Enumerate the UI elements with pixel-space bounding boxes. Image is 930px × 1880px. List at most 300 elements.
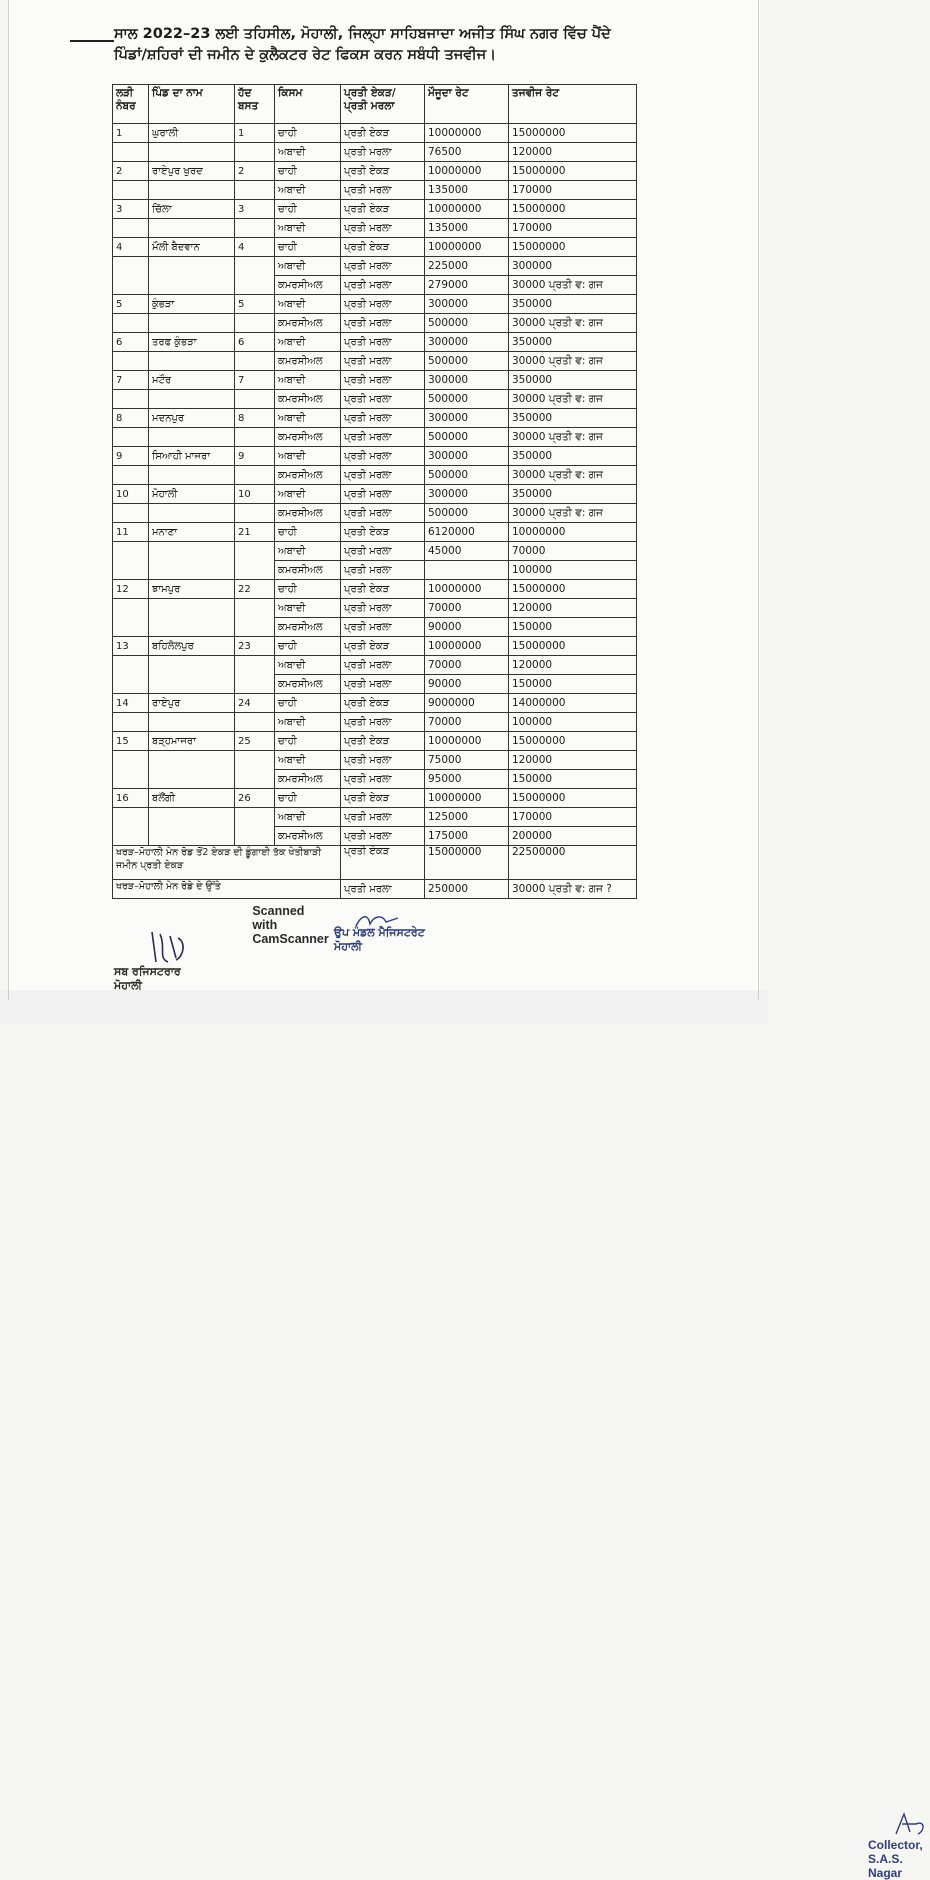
cell-type: ਚਾਹੀ — [275, 694, 341, 713]
cell-current-rate: 10000000 — [425, 789, 509, 808]
cell-unit: ਪ੍ਰਤੀ ਮਰਲਾ — [341, 751, 425, 770]
cell-unit: ਪ੍ਰਤੀ ਮਰਲਾ — [341, 276, 425, 295]
cell-hadbast: 2 — [235, 162, 275, 181]
cell-serial — [113, 656, 149, 675]
cell-serial: 12 — [113, 580, 149, 599]
cell-proposed-rate: 350000 — [509, 295, 637, 314]
cell-serial — [113, 428, 149, 447]
cell-current-rate: 6120000 — [425, 523, 509, 542]
cell-hadbast — [235, 276, 275, 295]
cell-hadbast: 24 — [235, 694, 275, 713]
sdm-place: ਮੋਹਾਲੀ — [334, 940, 362, 953]
table-row — [113, 143, 637, 162]
cell-current-rate: 500000 — [425, 314, 509, 333]
cell-village — [149, 751, 235, 770]
table-row — [113, 333, 637, 352]
cell-hadbast — [235, 428, 275, 447]
cell-village: ਘੁਰਾਲੀ — [149, 124, 235, 143]
cell-hadbast: 23 — [235, 637, 275, 656]
cell-type: ਕਮਰਸੀਅਲ — [275, 352, 341, 371]
cell-serial — [113, 713, 149, 732]
cell-unit: ਪ੍ਰਤੀ ਮਰਲਾ — [341, 808, 425, 827]
footer-row-current: 15000000 — [425, 846, 509, 880]
table-footer — [113, 846, 637, 899]
cell-serial — [113, 276, 149, 295]
cell-type: ਚਾਹੀ — [275, 637, 341, 656]
cell-current-rate: 500000 — [425, 466, 509, 485]
cell-village — [149, 219, 235, 238]
cell-current-rate: 300000 — [425, 409, 509, 428]
table-row — [113, 371, 637, 390]
cell-unit: ਪ੍ਰਤੀ ਏਕੜ — [341, 523, 425, 542]
cell-unit: ਪ੍ਰਤੀ ਮਰਲਾ — [341, 143, 425, 162]
cell-proposed-rate: 14000000 — [509, 694, 637, 713]
table-row — [113, 124, 637, 143]
cell-village — [149, 276, 235, 295]
cell-serial — [113, 751, 149, 770]
collector-place: S.A.S. Nagar — [868, 1852, 903, 1880]
cell-village: ਚਿੱਲਾ — [149, 200, 235, 219]
cell-unit: ਪ੍ਰਤੀ ਮਰਲਾ — [341, 295, 425, 314]
cell-village: ਰਾਏਪੁਰ — [149, 694, 235, 713]
title-line-2: ਪਿੰਡਾਂ/ਸ਼ਹਿਰਾਂ ਦੀ ਜਮੀਨ ਦੇ ਕੁਲੈਕਟਰ ਰੇਟ ਫਿਕਸ ਕਰਨ ਸਬੰਧੀ ਤਜਵੀਜ। — [114, 47, 497, 63]
cell-type: ਅਬਾਦੀ — [275, 656, 341, 675]
sub-registrar-title: ਸਬ ਰਜਿਸਟਰਾਰ — [114, 965, 181, 978]
cell-current-rate: 10000000 — [425, 124, 509, 143]
cell-village: ਰਾਏਪੁਰ ਖੁਰਦ — [149, 162, 235, 181]
cell-serial: 15 — [113, 732, 149, 751]
collector-signature-scribble — [890, 1810, 930, 1840]
cell-unit: ਪ੍ਰਤੀ ਮਰਲਾ — [341, 409, 425, 428]
cell-hadbast — [235, 618, 275, 637]
cell-type: ਚਾਹੀ — [275, 523, 341, 542]
cell-current-rate: 500000 — [425, 504, 509, 523]
cell-village — [149, 675, 235, 694]
cell-type: ਅਬਾਦੀ — [275, 333, 341, 352]
cell-current-rate: 10000000 — [425, 238, 509, 257]
cell-type: ਅਬਾਦੀ — [275, 257, 341, 276]
cell-unit: ਪ੍ਰਤੀ ਮਰਲਾ — [341, 314, 425, 333]
cell-unit: ਪ੍ਰਤੀ ਮਰਲਾ — [341, 219, 425, 238]
cell-unit: ਪ੍ਰਤੀ ਮਰਲਾ — [341, 618, 425, 637]
sdm-title: ਉਪ ਮੰਡਲ ਮੈਜਿਸਟਰੇਟ — [334, 926, 425, 939]
table-row — [113, 751, 637, 770]
sdm-signature — [252, 904, 923, 1880]
table-row — [113, 827, 637, 846]
cell-village: ਬੜ੍ਹਮਾਜਰਾ — [149, 732, 235, 751]
cell-proposed-rate: 15000000 — [509, 580, 637, 599]
footer-row-current: 250000 — [425, 880, 509, 899]
cell-current-rate: 95000 — [425, 770, 509, 789]
cell-serial — [113, 219, 149, 238]
cell-serial — [113, 314, 149, 333]
cell-serial — [113, 542, 149, 561]
cell-type: ਕਮਰਸੀਅਲ — [275, 314, 341, 333]
cell-unit: ਪ੍ਰਤੀ ਮਰਲਾ — [341, 542, 425, 561]
cell-type: ਕਮਰਸੀਅਲ — [275, 561, 341, 580]
cell-current-rate: 10000000 — [425, 200, 509, 219]
cell-hadbast: 7 — [235, 371, 275, 390]
cell-hadbast — [235, 827, 275, 846]
cell-proposed-rate: 15000000 — [509, 238, 637, 257]
cell-serial — [113, 390, 149, 409]
cell-current-rate: 75000 — [425, 751, 509, 770]
cell-village: ਮੋਹਾਲੀ — [149, 485, 235, 504]
cell-type: ਅਬਾਦੀ — [275, 599, 341, 618]
cell-current-rate: 90000 — [425, 618, 509, 637]
cell-unit: ਪ੍ਰਤੀ ਮਰਲਾ — [341, 675, 425, 694]
cell-village — [149, 656, 235, 675]
cell-type: ਅਬਾਦੀ — [275, 542, 341, 561]
table-row — [113, 314, 637, 333]
cell-unit: ਪ੍ਰਤੀ ਮਰਲਾ — [341, 371, 425, 390]
cell-hadbast — [235, 219, 275, 238]
cell-hadbast: 1 — [235, 124, 275, 143]
cell-current-rate: 10000000 — [425, 732, 509, 751]
cell-serial: 3 — [113, 200, 149, 219]
cell-proposed-rate: 15000000 — [509, 789, 637, 808]
cell-unit: ਪ੍ਰਤੀ ਏਕੜ — [341, 789, 425, 808]
cell-proposed-rate: 150000 — [509, 618, 637, 637]
cell-unit: ਪ੍ਰਤੀ ਏਕੜ — [341, 732, 425, 751]
cell-hadbast — [235, 656, 275, 675]
cell-current-rate: 225000 — [425, 257, 509, 276]
table-row — [113, 580, 637, 599]
cell-current-rate: 135000 — [425, 181, 509, 200]
footer-row-proposed: 22500000 — [509, 846, 637, 880]
cell-serial — [113, 257, 149, 276]
cell-village — [149, 257, 235, 276]
table-row — [113, 675, 637, 694]
cell-village: ਬਲੌਂਗੀ — [149, 789, 235, 808]
cell-type: ਕਮਰਸੀਅਲ — [275, 276, 341, 295]
cell-serial: 1 — [113, 124, 149, 143]
cell-type: ਅਬਾਦੀ — [275, 219, 341, 238]
scan-footer-band — [0, 990, 768, 1024]
footer-row-proposed: 30000 ਪ੍ਰਤੀ ਵ: ਗਜ ? — [509, 880, 637, 899]
header-current-rate: ਮੌਜੂਦਾ ਰੇਟ — [425, 85, 509, 124]
cell-proposed-rate: 30000 ਪ੍ਰਤੀ ਵ: ਗਜ — [509, 428, 637, 447]
table-row — [113, 618, 637, 637]
cell-unit: ਪ੍ਰਤੀ ਮਰਲਾ — [341, 257, 425, 276]
cell-village — [149, 808, 235, 827]
cell-current-rate: 300000 — [425, 485, 509, 504]
cell-proposed-rate: 15000000 — [509, 162, 637, 181]
cell-proposed-rate: 170000 — [509, 808, 637, 827]
cell-proposed-rate: 170000 — [509, 181, 637, 200]
cell-hadbast — [235, 143, 275, 162]
left-signature-scribble — [146, 928, 194, 968]
cell-serial — [113, 352, 149, 371]
cell-village: ਬਹਿਲੋਲਪੁਰ — [149, 637, 235, 656]
collector-signature — [868, 1838, 923, 1880]
cell-village — [149, 314, 235, 333]
table-row — [113, 181, 637, 200]
cell-serial: 11 — [113, 523, 149, 542]
cell-hadbast: 10 — [235, 485, 275, 504]
cell-proposed-rate: 100000 — [509, 713, 637, 732]
cell-proposed-rate: 150000 — [509, 770, 637, 789]
cell-type: ਕਮਰਸੀਅਲ — [275, 827, 341, 846]
cell-serial — [113, 770, 149, 789]
cell-proposed-rate: 30000 ਪ੍ਰਤੀ ਵ: ਗਜ — [509, 504, 637, 523]
cell-village — [149, 352, 235, 371]
cell-unit: ਪ੍ਰਤੀ ਮਰਲਾ — [341, 352, 425, 371]
cell-type: ਕਮਰਸੀਅਲ — [275, 466, 341, 485]
camscanner-watermark: Scanned with CamScanner — [252, 904, 329, 946]
cell-unit: ਪ੍ਰਤੀ ਏਕੜ — [341, 637, 425, 656]
cell-village: ਕੁੰਭੜਾ — [149, 295, 235, 314]
cell-current-rate: 125000 — [425, 808, 509, 827]
cell-current-rate: 279000 — [425, 276, 509, 295]
cell-current-rate: 300000 — [425, 295, 509, 314]
cell-proposed-rate: 150000 — [509, 675, 637, 694]
cell-current-rate: 90000 — [425, 675, 509, 694]
table-footer-row — [113, 880, 637, 899]
cell-current-rate: 70000 — [425, 656, 509, 675]
table-row — [113, 808, 637, 827]
cell-hadbast — [235, 390, 275, 409]
cell-village — [149, 504, 235, 523]
cell-hadbast — [235, 599, 275, 618]
cell-village — [149, 542, 235, 561]
cell-type: ਚਾਹੀ — [275, 580, 341, 599]
cell-serial: 8 — [113, 409, 149, 428]
cell-current-rate: 135000 — [425, 219, 509, 238]
cell-unit: ਪ੍ਰਤੀ ਮਰਲਾ — [341, 827, 425, 846]
cell-unit: ਪ੍ਰਤੀ ਏਕੜ — [341, 124, 425, 143]
cell-type: ਕਮਰਸੀਅਲ — [275, 504, 341, 523]
cell-proposed-rate: 100000 — [509, 561, 637, 580]
table-footer-row — [113, 846, 637, 880]
header-proposed-rate: ਤਜਵੀਜ ਰੇਟ — [509, 85, 637, 124]
header-type: ਕਿਸਮ — [275, 85, 341, 124]
cell-unit: ਪ੍ਰਤੀ ਮਰਲਾ — [341, 390, 425, 409]
cell-serial — [113, 675, 149, 694]
page-edge-right — [758, 0, 759, 1000]
title-dash — [70, 40, 114, 42]
table-row — [113, 504, 637, 523]
page-edge-left — [8, 0, 9, 1000]
cell-unit: ਪ੍ਰਤੀ ਮਰਲਾ — [341, 428, 425, 447]
cell-unit: ਪ੍ਰਤੀ ਮਰਲਾ — [341, 599, 425, 618]
table-row — [113, 542, 637, 561]
cell-unit: ਪ੍ਰਤੀ ਮਰਲਾ — [341, 504, 425, 523]
cell-type: ਚਾਹੀ — [275, 732, 341, 751]
cell-village — [149, 561, 235, 580]
cell-unit: ਪ੍ਰਤੀ ਏਕੜ — [341, 200, 425, 219]
title-line-1: ਸਾਲ 2022–23 ਲਈ ਤਹਿਸੀਲ, ਮੋਹਾਲੀ, ਜਿਲ੍ਹਾ ਸਾਹਿਬਜਾਦਾ ਅਜੀਤ ਸਿੰਘ ਨਗਰ ਵਿੱਚ ਪੈਂਦੇ — [114, 26, 611, 42]
table-row — [113, 238, 637, 257]
cell-type: ਅਬਾਦੀ — [275, 371, 341, 390]
cell-hadbast — [235, 561, 275, 580]
table-row — [113, 162, 637, 181]
cell-current-rate: 300000 — [425, 371, 509, 390]
cell-current-rate: 10000000 — [425, 580, 509, 599]
cell-current-rate: 10000000 — [425, 637, 509, 656]
cell-type: ਅਬਾਦੀ — [275, 409, 341, 428]
cell-village — [149, 143, 235, 162]
table-row — [113, 200, 637, 219]
cell-village — [149, 618, 235, 637]
table-row — [113, 599, 637, 618]
cell-current-rate: 500000 — [425, 352, 509, 371]
cell-hadbast — [235, 504, 275, 523]
table-row — [113, 257, 637, 276]
cell-type: ਕਮਰਸੀਅਲ — [275, 675, 341, 694]
cell-hadbast — [235, 466, 275, 485]
table-row — [113, 789, 637, 808]
cell-type: ਚਾਹੀ — [275, 200, 341, 219]
table-row — [113, 637, 637, 656]
cell-unit: ਪ੍ਰਤੀ ਮਰਲਾ — [341, 466, 425, 485]
cell-unit: ਪ੍ਰਤੀ ਮਰਲਾ — [341, 713, 425, 732]
cell-hadbast — [235, 352, 275, 371]
cell-serial: 4 — [113, 238, 149, 257]
table-row — [113, 656, 637, 675]
cell-serial — [113, 561, 149, 580]
sub-registrar-signature — [114, 965, 181, 993]
cell-hadbast — [235, 770, 275, 789]
cell-serial: 7 — [113, 371, 149, 390]
cell-village: ਸਿਆਹੀ ਮਾਜਰਾ — [149, 447, 235, 466]
table-row — [113, 409, 637, 428]
cell-village — [149, 181, 235, 200]
cell-hadbast: 8 — [235, 409, 275, 428]
cell-proposed-rate: 15000000 — [509, 200, 637, 219]
footer-row-unit: ਪ੍ਰਤੀ ਮਰਲਾ — [341, 880, 425, 899]
cell-type: ਚਾਹੀ — [275, 124, 341, 143]
cell-proposed-rate: 30000 ਪ੍ਰਤੀ ਵ: ਗਜ — [509, 466, 637, 485]
cell-village — [149, 827, 235, 846]
cell-hadbast: 26 — [235, 789, 275, 808]
cell-type: ਅਬਾਦੀ — [275, 713, 341, 732]
cell-unit: ਪ੍ਰਤੀ ਮਰਲਾ — [341, 656, 425, 675]
cell-unit: ਪ੍ਰਤੀ ਮਰਲਾ — [341, 447, 425, 466]
cell-village: ਮਨਾਣਾ — [149, 523, 235, 542]
cell-village — [149, 466, 235, 485]
table-row — [113, 295, 637, 314]
cell-proposed-rate: 10000000 — [509, 523, 637, 542]
cell-proposed-rate: 350000 — [509, 485, 637, 504]
cell-serial — [113, 181, 149, 200]
footer-row-label: ਖਰੜ–ਮੋਹਾਲੀ ਮੇਨ ਰੋਡ ਤੋਂ2 ਏਕੜ ਦੀ ਡੂੰਗਾਈ ਤੱਕ ਖੇਤੀਬਾੜੀ ਜਮੀਨ ਪ੍ਰਤੀ ਏਕੜ — [113, 846, 341, 880]
cell-unit: ਪ੍ਰਤੀ ਏਕੜ — [341, 162, 425, 181]
cell-unit: ਪ੍ਰਤੀ ਮਰਲਾ — [341, 485, 425, 504]
cell-current-rate: 70000 — [425, 713, 509, 732]
cell-current-rate: 76500 — [425, 143, 509, 162]
cell-hadbast: 9 — [235, 447, 275, 466]
cell-proposed-rate: 200000 — [509, 827, 637, 846]
cell-hadbast: 6 — [235, 333, 275, 352]
cell-proposed-rate: 120000 — [509, 751, 637, 770]
cell-serial: 6 — [113, 333, 149, 352]
table-row — [113, 523, 637, 542]
table-row — [113, 485, 637, 504]
cell-proposed-rate: 120000 — [509, 143, 637, 162]
cell-type: ਅਬਾਦੀ — [275, 295, 341, 314]
cell-proposed-rate: 350000 — [509, 333, 637, 352]
cell-proposed-rate: 300000 — [509, 257, 637, 276]
cell-proposed-rate: 70000 — [509, 542, 637, 561]
cell-type: ਚਾਹੀ — [275, 238, 341, 257]
cell-serial — [113, 599, 149, 618]
header-serial: ਲੜੀ ਨੰਬਰ — [113, 85, 149, 124]
table-body — [113, 124, 637, 846]
cell-current-rate: 45000 — [425, 542, 509, 561]
cell-serial: 13 — [113, 637, 149, 656]
collector-title: Collector, — [868, 1838, 923, 1852]
cell-serial: 5 — [113, 295, 149, 314]
cell-hadbast: 22 — [235, 580, 275, 599]
header-unit: ਪ੍ਰਤੀ ਏਕੜ/ ਪ੍ਰਤੀ ਮਰਲਾ — [341, 85, 425, 124]
cell-village: ਝਾਮਪੁਰ — [149, 580, 235, 599]
table-row — [113, 713, 637, 732]
collector-rate-table — [112, 84, 637, 899]
cell-serial — [113, 618, 149, 637]
cell-unit: ਪ੍ਰਤੀ ਮਰਲਾ — [341, 333, 425, 352]
table-row — [113, 219, 637, 238]
cell-proposed-rate: 30000 ਪ੍ਰਤੀ ਵ: ਗਜ — [509, 390, 637, 409]
cell-current-rate: 9000000 — [425, 694, 509, 713]
cell-village: ਤਰਫ ਕੁੰਭੜਾ — [149, 333, 235, 352]
cell-village: ਮਟੌਰ — [149, 371, 235, 390]
cell-hadbast — [235, 314, 275, 333]
cell-unit: ਪ੍ਰਤੀ ਮਰਲਾ — [341, 561, 425, 580]
table-header-row — [113, 85, 637, 124]
cell-proposed-rate: 30000 ਪ੍ਰਤੀ ਵ: ਗਜ — [509, 352, 637, 371]
cell-current-rate: 500000 — [425, 390, 509, 409]
cell-type: ਕਮਰਸੀਅਲ — [275, 390, 341, 409]
cell-type: ਅਬਾਦੀ — [275, 485, 341, 504]
table-row — [113, 466, 637, 485]
sub-registrar-place: ਮੋਹਾਲੀ — [114, 979, 142, 992]
cell-serial — [113, 808, 149, 827]
cell-hadbast — [235, 181, 275, 200]
cell-hadbast: 3 — [235, 200, 275, 219]
cell-proposed-rate: 30000 ਪ੍ਰਤੀ ਵ: ਗਜ — [509, 314, 637, 333]
cell-serial — [113, 504, 149, 523]
table-row — [113, 770, 637, 789]
cell-hadbast: 5 — [235, 295, 275, 314]
footer-row-unit: ਪ੍ਰਤੀ ਏਕੜ — [341, 846, 425, 880]
cell-type: ਕਮਰਸੀਅਲ — [275, 770, 341, 789]
cell-serial: 2 — [113, 162, 149, 181]
cell-hadbast — [235, 713, 275, 732]
cell-village — [149, 428, 235, 447]
cell-proposed-rate: 170000 — [509, 219, 637, 238]
cell-current-rate: 500000 — [425, 428, 509, 447]
table-row — [113, 561, 637, 580]
cell-current-rate: 70000 — [425, 599, 509, 618]
cell-type: ਅਬਾਦੀ — [275, 447, 341, 466]
table-row — [113, 276, 637, 295]
cell-serial — [113, 827, 149, 846]
cell-village: ਮਦਨਪੁਰ — [149, 409, 235, 428]
document-title — [114, 24, 674, 66]
cell-proposed-rate: 30000 ਪ੍ਰਤੀ ਵ: ਗਜ — [509, 276, 637, 295]
cell-unit: ਪ੍ਰਤੀ ਏਕੜ — [341, 694, 425, 713]
cell-type: ਅਬਾਦੀ — [275, 143, 341, 162]
footer-row-label: ਖਰੜ–ਮੋਹਾਲੀ ਮੇਨ ਰੋਡੇ ਦੇ ਉੱਤੇ — [113, 880, 341, 899]
table-row — [113, 428, 637, 447]
cell-hadbast — [235, 751, 275, 770]
cell-proposed-rate: 120000 — [509, 656, 637, 675]
cell-type: ਅਬਾਦੀ — [275, 751, 341, 770]
cell-village — [149, 390, 235, 409]
cell-hadbast: 4 — [235, 238, 275, 257]
table-row — [113, 732, 637, 751]
